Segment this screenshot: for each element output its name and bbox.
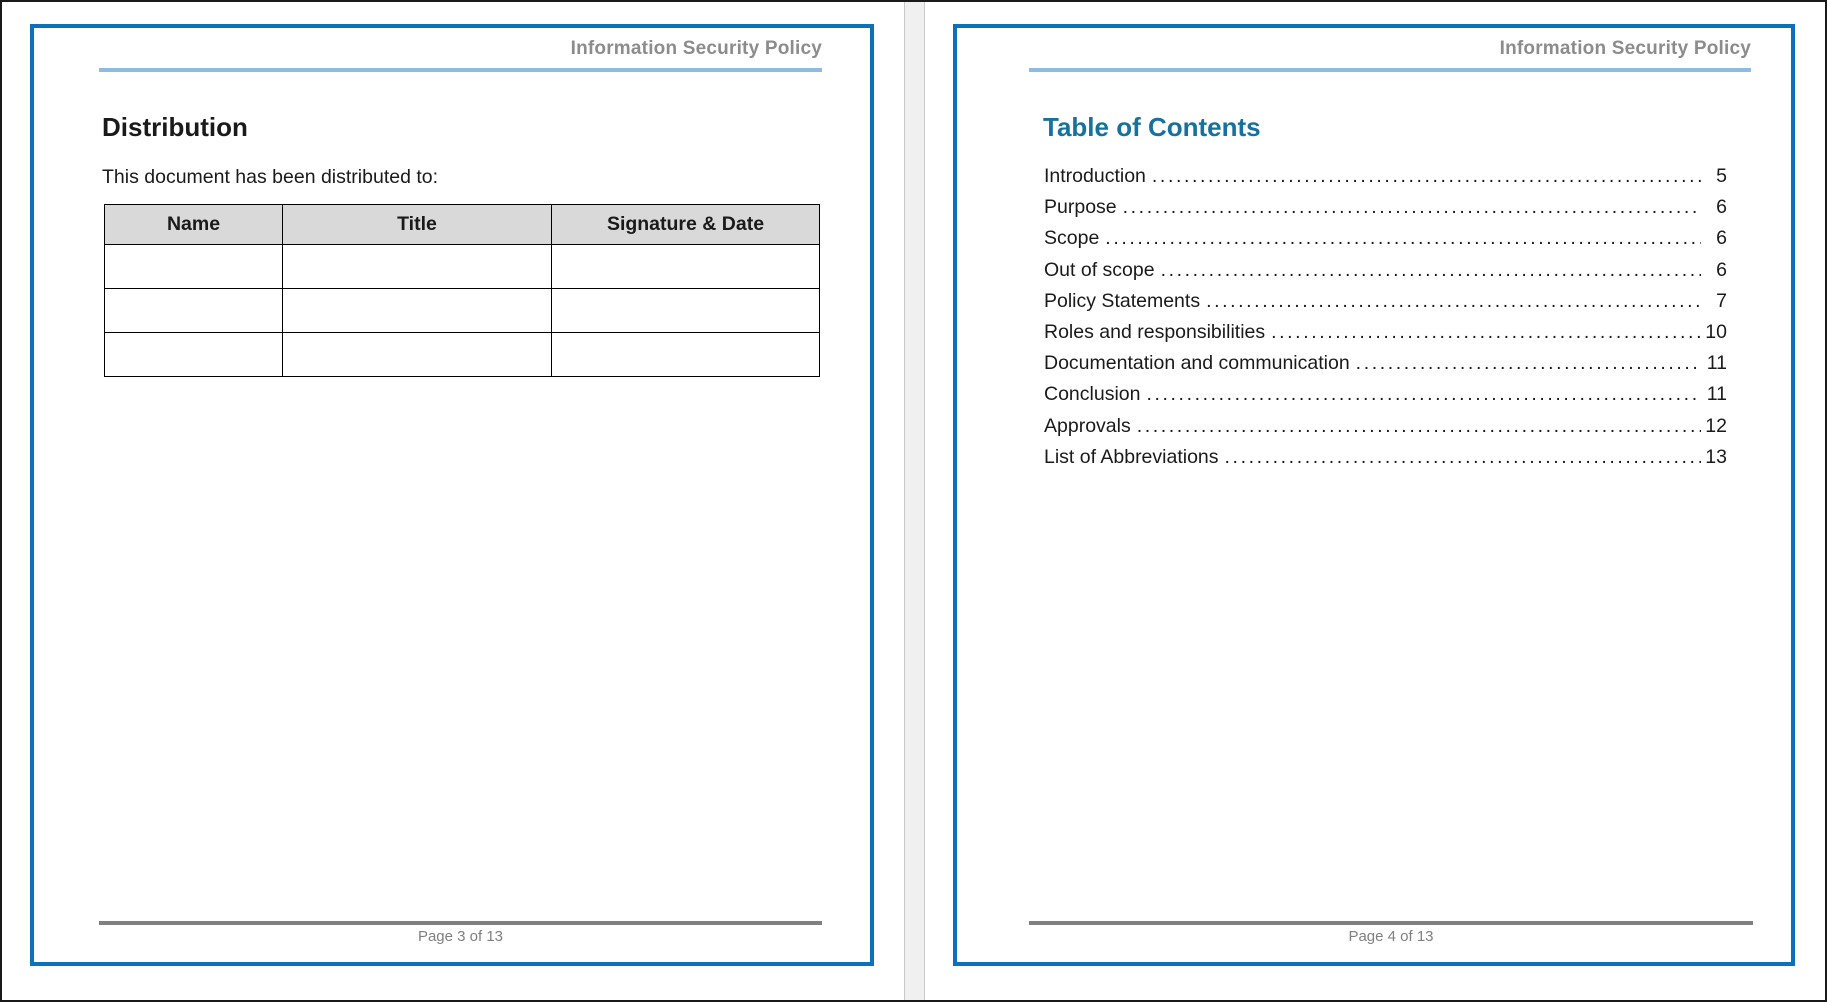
toc-entry-label: Out of scope — [1044, 258, 1155, 281]
toc-page-number: 7 — [1716, 289, 1727, 312]
page-gap — [904, 2, 925, 1000]
toc-entry-label: Approvals — [1044, 414, 1131, 437]
running-header-title: Information Security Policy — [570, 38, 822, 59]
toc-entry-scope[interactable] — [1044, 223, 1727, 254]
toc-page-number: 11 — [1706, 383, 1727, 406]
toc-entry-introduction[interactable] — [1044, 161, 1727, 192]
table-row — [105, 333, 820, 377]
toc-page-number: 6 — [1716, 196, 1727, 219]
table-cell-empty[interactable] — [552, 289, 820, 333]
distribution-intro-text: This document has been distributed to: — [102, 166, 439, 188]
toc-dot-leader — [1140, 379, 1701, 410]
toc-entry-roles-and-responsibilities[interactable] — [1044, 317, 1727, 348]
toc-page-number: 6 — [1716, 227, 1727, 250]
toc-page-number: 12 — [1705, 414, 1727, 437]
toc-entry-list-of-abbreviations[interactable] — [1044, 442, 1727, 473]
table-of-contents — [1044, 161, 1727, 473]
table-cell-empty[interactable] — [552, 333, 820, 377]
toc-page-number: 10 — [1705, 320, 1727, 343]
footer-rule — [99, 921, 822, 925]
toc-dot-leader — [1265, 317, 1701, 348]
distribution-table — [104, 204, 820, 377]
toc-dot-leader — [1131, 411, 1701, 442]
toc-entry-policy-statements[interactable] — [1044, 286, 1727, 317]
toc-entry-documentation-and-communication[interactable] — [1044, 348, 1727, 379]
table-cell-empty[interactable] — [283, 245, 552, 289]
table-row — [105, 289, 820, 333]
toc-dot-leader — [1099, 223, 1701, 254]
toc-page-number: 6 — [1716, 258, 1727, 281]
toc-entry-out-of-scope[interactable] — [1044, 255, 1727, 286]
toc-dot-leader — [1155, 255, 1701, 286]
toc-entry-label: List of Abbreviations — [1044, 445, 1219, 468]
table-header-row — [105, 205, 820, 245]
toc-dot-leader — [1146, 161, 1701, 192]
toc-entry-label: Roles and responsibilities — [1044, 320, 1266, 343]
toc-entry-label: Policy Statements — [1044, 289, 1201, 312]
running-header-title: Information Security Policy — [1499, 38, 1751, 59]
column-header-title: Title — [283, 205, 552, 245]
toc-entry-label: Purpose — [1044, 196, 1117, 219]
page-title-table-of-contents: Table of Contents — [1043, 112, 1261, 142]
toc-entry-label: Scope — [1044, 227, 1100, 250]
table-cell-empty[interactable] — [283, 333, 552, 377]
footer-rule — [1029, 921, 1753, 925]
toc-dot-leader — [1200, 286, 1701, 317]
table-row — [105, 245, 820, 289]
toc-dot-leader — [1117, 192, 1701, 223]
table-cell-empty[interactable] — [105, 333, 283, 377]
document-page-4 — [925, 2, 1825, 1000]
page-title-distribution: Distribution — [102, 112, 248, 142]
page-number-footer: Page 4 of 13 — [1348, 928, 1434, 945]
toc-entry-purpose[interactable] — [1044, 192, 1727, 223]
toc-dot-leader — [1219, 442, 1701, 473]
table-cell-empty[interactable] — [105, 289, 283, 333]
document-page-3 — [2, 2, 904, 1000]
toc-entry-conclusion[interactable] — [1044, 379, 1727, 410]
toc-entry-label: Introduction — [1044, 165, 1146, 187]
toc-page-number: 11 — [1706, 352, 1727, 375]
toc-page-number: 13 — [1705, 445, 1727, 468]
toc-page-number: 5 — [1716, 165, 1727, 187]
column-header-signature-date: Signature & Date — [552, 205, 820, 245]
header-rule — [1029, 68, 1751, 72]
page-number-footer: Page 3 of 13 — [417, 928, 504, 945]
toc-dot-leader — [1350, 348, 1701, 379]
toc-entry-approvals[interactable] — [1044, 411, 1727, 442]
table-cell-empty[interactable] — [552, 245, 820, 289]
header-rule — [99, 68, 822, 72]
toc-entry-label: Documentation and communication — [1044, 352, 1350, 375]
toc-entry-label: Conclusion — [1044, 383, 1141, 406]
table-cell-empty[interactable] — [105, 245, 283, 289]
column-header-name: Name — [105, 205, 283, 245]
table-cell-empty[interactable] — [283, 289, 552, 333]
